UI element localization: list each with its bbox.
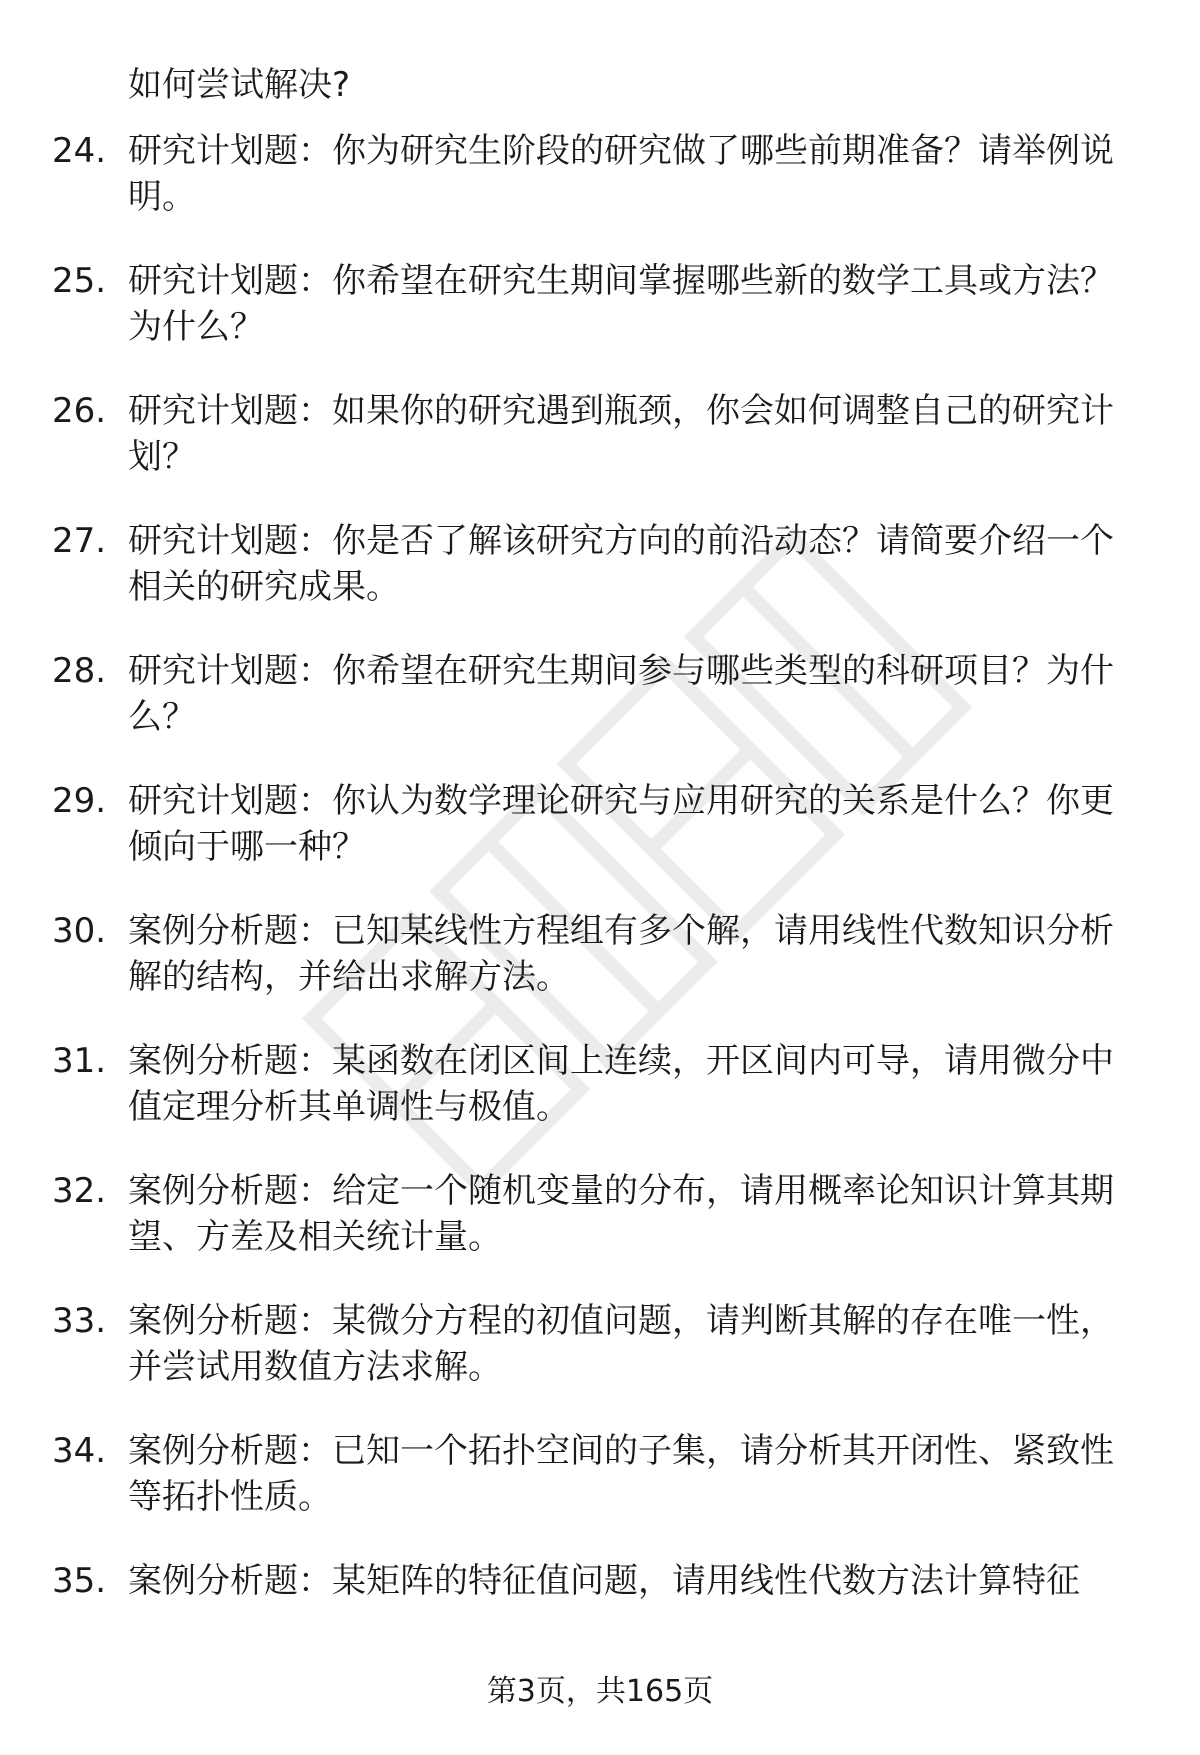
- question-text: 案例分析题：已知某线性方程组有多个解，请用线性代数知识分析解的结构，并给出求解方法。: [128, 911, 1114, 997]
- list-item: [52, 388, 1142, 480]
- question-number: 24.: [52, 131, 107, 171]
- question-text: 案例分析题：某函数在闭区间上连续，开区间内可导，请用微分中值定理分析其单调性与极值。: [128, 1041, 1114, 1127]
- list-item: [52, 1428, 1142, 1520]
- question-text: 案例分析题：已知一个拓扑空间的子集，请分析其开闭性、紧致性等拓扑性质。: [128, 1431, 1114, 1517]
- page-footer: 第3页，共165页: [486, 1674, 714, 1709]
- question-number: 26.: [52, 391, 107, 431]
- question-number: 31.: [52, 1041, 107, 1081]
- question-number: 29.: [52, 781, 107, 821]
- question-number: 30.: [52, 911, 107, 951]
- question-text: 研究计划题：你希望在研究生期间掌握哪些新的数学工具或方法？为什么？: [128, 261, 1114, 347]
- question-number: 27.: [52, 521, 107, 561]
- list-item: [52, 1558, 1142, 1604]
- list-item: [52, 648, 1142, 740]
- question-text: 研究计划题：你认为数学理论研究与应用研究的关系是什么？你更倾向于哪一种？: [128, 781, 1114, 867]
- list-item: [52, 1298, 1142, 1390]
- question-number: 32.: [52, 1171, 107, 1211]
- question-number: 34.: [52, 1431, 107, 1471]
- list-item: [52, 778, 1142, 870]
- question-text: 研究计划题：你希望在研究生期间参与哪些类型的科研项目？为什么？: [128, 651, 1114, 737]
- list-item: [52, 128, 1142, 220]
- question-number: 25.: [52, 261, 107, 301]
- question-text: 研究计划题：你是否了解该研究方向的前沿动态？请简要介绍一个相关的研究成果。: [128, 521, 1114, 607]
- list-item: [52, 908, 1142, 1000]
- question-number: 35.: [52, 1561, 107, 1601]
- list-item: [52, 1168, 1142, 1260]
- question-text: 案例分析题：给定一个随机变量的分布，请用概率论知识计算其期望、方差及相关统计量。: [128, 1171, 1114, 1257]
- list-item: [52, 1038, 1142, 1130]
- question-text: 案例分析题：某矩阵的特征值问题，请用线性代数方法计算特征: [128, 1561, 1080, 1601]
- continuation-line: 如何尝试解决?: [128, 65, 351, 105]
- question-text: 研究计划题：如果你的研究遇到瓶颈，你会如何调整自己的研究计划？: [128, 391, 1114, 477]
- question-number: 33.: [52, 1301, 107, 1341]
- list-item: [52, 258, 1142, 350]
- question-text: 研究计划题：你为研究生阶段的研究做了哪些前期准备？请举例说明。: [128, 131, 1114, 217]
- question-list: [52, 128, 1142, 1642]
- question-text: 案例分析题：某微分方程的初值问题，请判断其解的存在唯一性，并尝试用数值方法求解。: [128, 1301, 1114, 1387]
- question-number: 28.: [52, 651, 107, 691]
- list-item: [52, 518, 1142, 610]
